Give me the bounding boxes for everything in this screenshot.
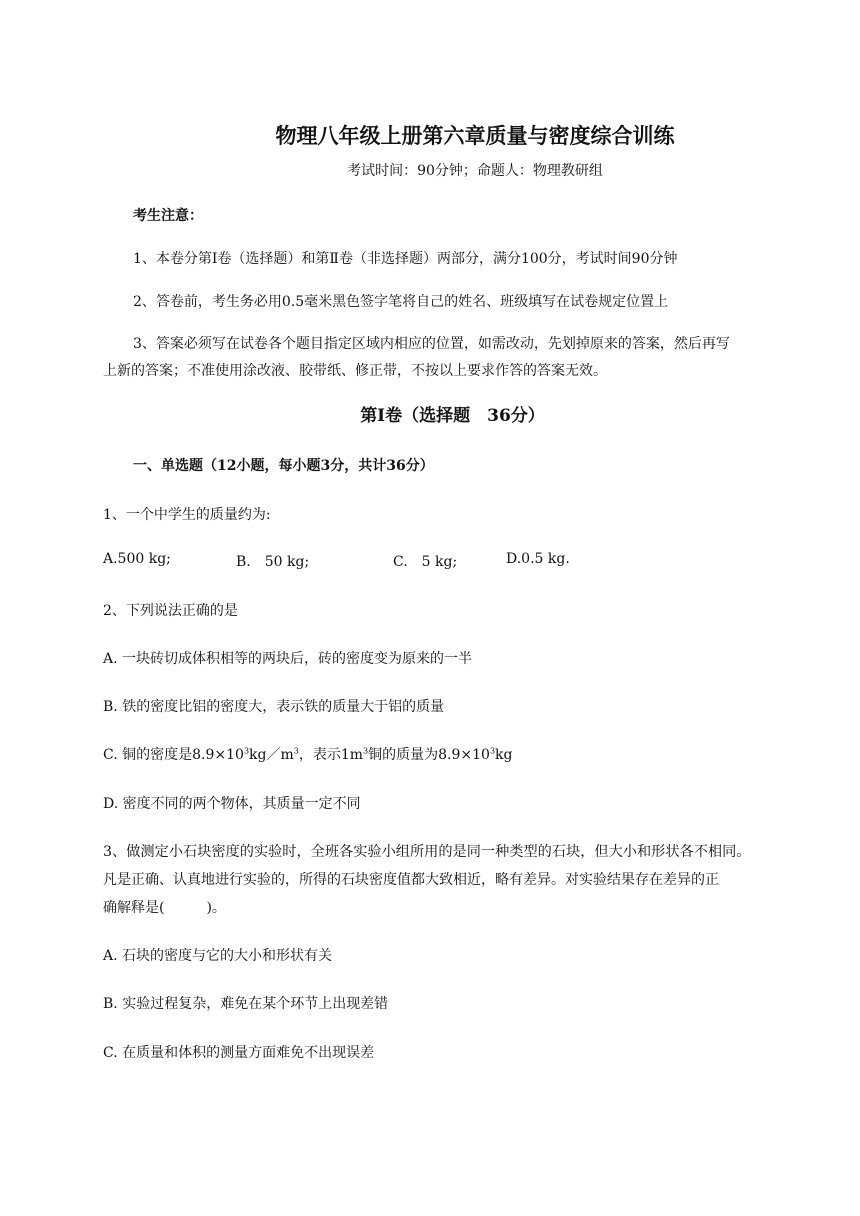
exam-title: 物理八年级上册第六章质量与密度综合训练 bbox=[275, 123, 675, 148]
notice-item-1: 1、本卷分第Ⅰ卷（选择题）和第Ⅱ卷（非选择题）两部分，满分100分，考试时间90分钟 bbox=[133, 251, 678, 267]
question-3-option-c: C. 在质量和体积的测量方面难免不出现误差 bbox=[103, 1045, 375, 1061]
notice-heading: 考生注意： bbox=[133, 208, 203, 224]
notice-item-3-continued: 上新的答案；不准使用涂改液、胶带纸、修正带，不按以上要求作答的答案无效。 bbox=[103, 363, 607, 379]
question-1-option-b: B. 50 kg; bbox=[236, 554, 310, 570]
question-2-option-c: C. 铜的密度是$8.9\times 10^3kg/m^3$，表示$1m^3$铜的质量为$8.9\times 10^3kg$ bbox=[103, 746, 513, 763]
exam-subtitle: 考试时间：90分钟；命题人：物理教研组 bbox=[347, 163, 603, 179]
question-2-option-a: A. 一块砖切成体积相等的两块后，砖的密度变为原来的一半 bbox=[103, 651, 473, 667]
question-3-stem-line-2: 凡是正确、认真地进行实验的，所得的石块密度值都大致相近，略有差异。对实验结果存在差异的正 bbox=[103, 872, 719, 888]
question-3-option-b: B. 实验过程复杂，难免在某个环节上出现差错 bbox=[103, 996, 389, 1012]
question-3-stem-line-1: 3、做测定小石块密度的实验时，全班各实验小组所用的是同一种类型的石块，但大小和形状各不相同。 bbox=[103, 844, 751, 860]
question-2-option-d: D. 密度不同的两个物体，其质量一定不同 bbox=[103, 796, 361, 812]
section-title: 第Ⅰ卷（选择题 36分） bbox=[360, 406, 545, 426]
question-1-stem: 1、一个中学生的质量约为: bbox=[103, 507, 271, 523]
question-2-stem: 2、下列说法正确的是 bbox=[103, 603, 238, 619]
question-1-options bbox=[103, 551, 703, 571]
question-3-option-a: A. 石块的密度与它的大小和形状有关 bbox=[103, 948, 333, 964]
question-1-option-c: C. 5 kg; bbox=[393, 554, 458, 570]
question-1-option-a: A.500 kg; bbox=[103, 551, 171, 567]
notice-item-3: 3、答案必须写在试卷各个题目指定区域内相应的位置，如需改动，先划掉原来的答案，然后再写 bbox=[133, 336, 730, 352]
question-1-option-d: D.0.5 kg. bbox=[506, 551, 570, 567]
question-3-stem-line-3: 确解释是( )。 bbox=[103, 900, 226, 916]
part-heading: 一、单选题（12小题，每小题3分，共计36分） bbox=[133, 458, 434, 474]
notice-item-2: 2、答卷前，考生务必用0.5毫米黑色签字笔将自己的姓名、班级填写在试卷规定位置上 bbox=[133, 294, 669, 310]
question-2-option-b: B. 铁的密度比铝的密度大，表示铁的质量大于铝的质量 bbox=[103, 699, 445, 715]
